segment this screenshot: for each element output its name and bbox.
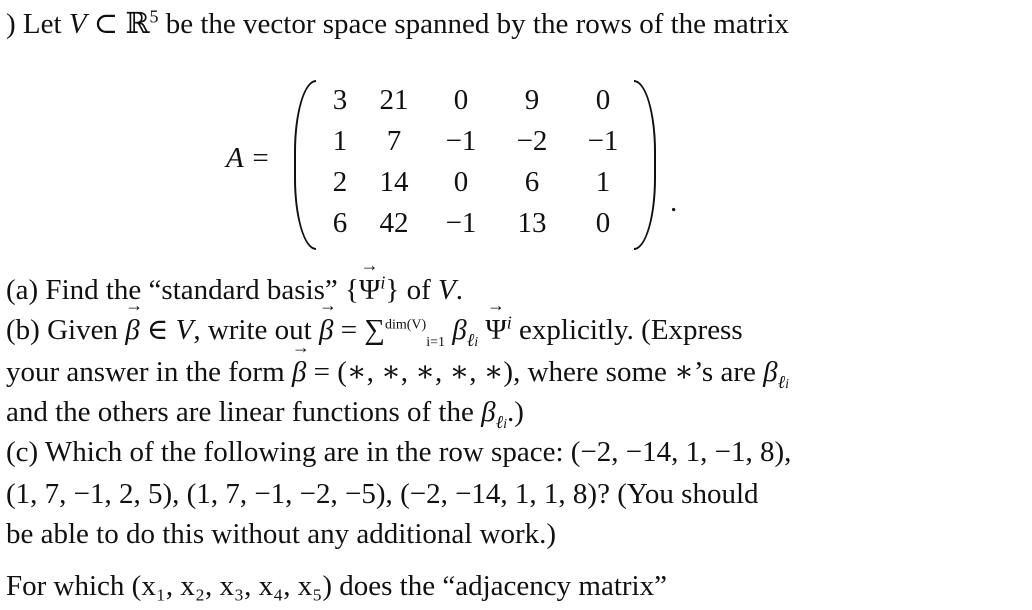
question-number-fragment: )	[6, 8, 16, 40]
part-a-label: (a) Find the “standard basis”	[6, 274, 338, 306]
beta-vector: → β	[125, 314, 139, 347]
beta-vector-2: → β	[319, 314, 333, 347]
matrix-cell: 0	[453, 166, 469, 198]
part-c-line-2	[6, 478, 759, 511]
matrix-cell: 0	[595, 84, 611, 116]
part-c-line-3-text: be able to do this without any additional work.)	[6, 518, 557, 550]
psi-vector-2: → Ψ	[485, 314, 506, 347]
matrix-cell: 1	[595, 166, 611, 198]
summation-lower-limit: i=1	[426, 334, 445, 350]
intro-line	[6, 8, 789, 41]
ell-subscript: ℓ	[466, 329, 475, 350]
matrix-cell: 7	[386, 125, 402, 157]
part-b-line-2-middle: , where some ∗’s are	[513, 356, 756, 388]
matrix-cell: 0	[453, 84, 469, 116]
ell-subscript-2: ℓ	[777, 371, 786, 392]
matrix-cell: −1	[445, 125, 477, 157]
left-matrix-parenthesis	[294, 80, 316, 250]
close-brace: }	[385, 274, 400, 306]
part-b-line-1	[6, 312, 743, 350]
part-b-tail: explicitly. (Express	[519, 314, 743, 346]
part-b-space-v: V	[175, 314, 194, 346]
matrix-cell: 0	[595, 207, 611, 239]
part-b-line-3	[6, 396, 524, 432]
element-of-symbol: ∈	[146, 314, 169, 346]
part-b-line-2-start: your answer in the form	[6, 356, 285, 388]
matrix-block	[226, 80, 678, 250]
intro-let: Let	[22, 8, 62, 40]
matrix-cell: 21	[379, 84, 409, 116]
subset-symbol: ⊂	[93, 8, 119, 40]
matrix-cell: −2	[516, 125, 548, 157]
intro-description: be the vector space spanned by the rows of the matrix	[165, 8, 790, 40]
part-d-partial-line	[6, 570, 667, 603]
summation-upper-limit: dim(V)	[384, 317, 427, 333]
beta-vector-3: → β	[292, 356, 306, 389]
i-subscript-2: i	[785, 376, 789, 392]
part-a-space-v: V	[437, 274, 456, 306]
matrix-cell: 13	[517, 207, 547, 239]
candidate-vector-4: (−2, −14, 1, 1, 8)?	[400, 478, 610, 510]
candidate-vector-2: (1, 7, −1, 2, 5),	[6, 478, 180, 510]
matrix-cell: 9	[524, 84, 540, 116]
part-c-line-1-text: (c) Which of the following are in the row space:	[6, 436, 564, 468]
part-b-line-3-text: and the others are linear functions of the	[6, 396, 474, 428]
i-subscript-3: i	[503, 416, 507, 432]
part-a-of: of	[406, 274, 431, 306]
space-v: V	[68, 8, 87, 40]
real-numbers-symbol: ℝ	[125, 8, 150, 40]
matrix-cell: 3	[332, 84, 348, 116]
matrix-label: A =	[226, 142, 271, 174]
beta-l-i-2: β	[481, 396, 496, 428]
candidate-vector-1: (−2, −14, 1, −1, 8),	[570, 436, 792, 468]
part-b-line-2	[6, 356, 789, 392]
candidate-vector-3: (1, 7, −1, −2, −5),	[186, 478, 393, 510]
open-brace: {	[345, 274, 359, 306]
matrix-cell: 6	[332, 207, 348, 239]
matrix-period: .	[670, 186, 678, 218]
psi-index: i	[380, 272, 386, 293]
matrix-cell: 42	[379, 207, 409, 239]
part-c-line-1	[6, 436, 791, 469]
ell-subscript-3: ℓ	[495, 411, 504, 432]
psi-vector: → Ψ	[359, 274, 380, 307]
equals-symbol: =	[340, 314, 358, 346]
i-subscript: i	[474, 334, 479, 350]
matrix-entries	[318, 84, 638, 248]
part-d-partial-text: For which (x₁, x₂, x₃, x₄, x₅) does the “adjacency matrix”	[6, 570, 667, 602]
matrix-cell: 2	[332, 166, 348, 198]
part-b-label: (b) Given	[6, 314, 118, 346]
beta-coefficient: β	[452, 314, 467, 346]
part-a	[6, 274, 463, 307]
beta-l-i: β	[763, 356, 778, 388]
matrix-cell: 1	[332, 125, 348, 157]
part-b-write-out: , write out	[193, 314, 312, 346]
part-a-period: .	[455, 274, 463, 306]
summation-symbol: ∑	[364, 314, 385, 346]
part-c-line-3	[6, 518, 556, 551]
matrix-cell: −1	[587, 125, 619, 157]
matrix-cell: 14	[379, 166, 409, 198]
matrix-cell: −1	[445, 207, 477, 239]
part-b-line-3-end: .)	[506, 396, 524, 428]
right-matrix-parenthesis	[634, 80, 656, 250]
dimension-power: 5	[149, 6, 159, 27]
psi-index-2: i	[506, 312, 512, 333]
matrix-cell: 6	[524, 166, 540, 198]
part-b-equals-2: =	[313, 356, 330, 388]
part-c-line-2-end: (You should	[617, 478, 759, 510]
tuple-form: (∗, ∗, ∗, ∗, ∗)	[337, 356, 514, 388]
